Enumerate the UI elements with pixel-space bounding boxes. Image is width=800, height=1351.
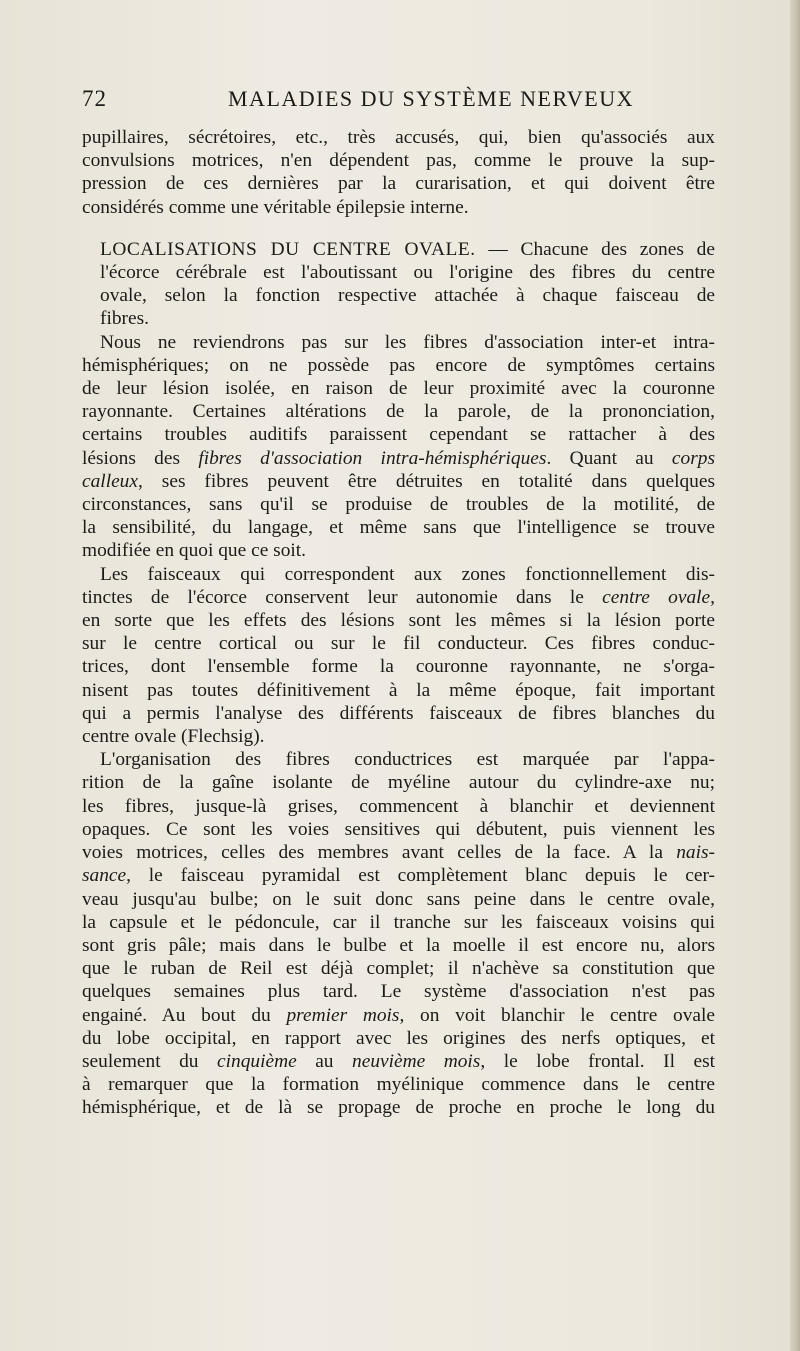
italic-term: cinquième [217, 1050, 297, 1072]
running-title: MALADIES DU SYSTÈME NERVEUX [228, 86, 635, 111]
text-line [82, 586, 715, 609]
text-line: L'organisation des fibres conductrices est marquée par l'appa- [100, 749, 715, 771]
text-line: convulsions motrices, n'en dépendent pas, comme le prouve la sup- [82, 150, 715, 172]
text-line: les fibres, jusque-là grises, commencent à blanchir et deviennent [82, 795, 715, 817]
text-line [82, 864, 715, 887]
text-span: seulement du [82, 1050, 218, 1072]
italic-term: corps [671, 447, 715, 469]
text-span: , le faisceau pyramidal est complètement blanc depuis le cer- [126, 865, 715, 887]
text-line: en sorte que les effets des lésions sont les mêmes si la lésion porte [82, 610, 715, 632]
text-span: , on voit blanchir le centre ovale [399, 1004, 715, 1026]
text-span: lésions des [82, 447, 199, 469]
text-span: tinctes de l'écorce conservent leur autonomie dans le [82, 586, 603, 608]
text-line [82, 1004, 715, 1027]
paragraph-2 [82, 238, 715, 331]
italic-term: calleux [82, 470, 138, 492]
text-line: pupillaires, sécrétoires, etc., très accusés, qui, bien qu'associés aux [82, 127, 715, 148]
text-span: , le lobe frontal. Il est [480, 1050, 716, 1072]
text-span: engainé. Au bout du [82, 1004, 287, 1026]
text-span: . Quant au [546, 447, 672, 469]
text-line: ovale, selon la fonction respective attachée à chaque faisceau de [100, 285, 715, 307]
page-header [82, 86, 742, 116]
italic-term: sance [82, 865, 127, 887]
text-line: rayonnante. Certaines altérations de la parole, de la prononciation, [82, 401, 715, 423]
text-line [82, 447, 715, 470]
page-edge [790, 0, 800, 1351]
text-line [82, 841, 715, 864]
italic-term: premier mois [286, 1004, 400, 1026]
italic-term: neuvième mois [352, 1050, 481, 1072]
paragraph-1 [82, 126, 715, 219]
section-heading: LOCALISATIONS DU CENTRE OVALE. [100, 238, 476, 260]
italic-term: centre ovale, [602, 586, 716, 608]
text-line: quelques semaines plus tard. Le système d'association n'est pas [82, 981, 715, 1003]
text-line: sur le centre cortical ou sur le fil conducteur. Ces fibres conduc- [82, 633, 715, 655]
text-line: qui a permis l'analyse des différents faisceaux de fibres blanches du [82, 702, 715, 724]
text-line: à remarquer que la formation myélinique commence dans le centre [82, 1074, 715, 1096]
text-span: , ses fibres peuvent être détruites en totalité dans quelques [138, 470, 715, 492]
text-line: hémisphérique, et de là se propage de proche en proche le long du [82, 1097, 715, 1119]
text-line: nisent pas toutes définitivement à la même époque, fait important [82, 679, 715, 701]
paragraph-5 [82, 748, 715, 1119]
text-line: l'écorce cérébrale est l'aboutissant ou l'origine des fibres du centre [100, 262, 715, 284]
text-line: de leur lésion isolée, en raison de leur proximité avec la couronne [82, 378, 715, 400]
text-line: certains troubles auditifs paraissent cependant se rattacher à des [82, 424, 715, 446]
text-line [82, 470, 715, 493]
text-line: sont gris pâle; mais dans le bulbe et la moelle il est encore nu, alors [82, 934, 715, 956]
text-line: considérés comme une véritable épilepsie interne. [82, 196, 469, 218]
text-line: opaques. Ce sont les voies sensitives qui débutent, puis viennent les [82, 818, 715, 840]
paragraph-3 [82, 331, 715, 563]
text-line: centre ovale (Flechsig). [82, 726, 265, 748]
text-span: au [296, 1050, 353, 1072]
text-line: la capsule et le pédoncule, car il tranche sur les faisceaux voisins qui [82, 911, 715, 933]
italic-term: fibres d'association intra-hémisphériques [198, 447, 547, 469]
text-line: circonstances, sans qu'il se produise de troubles de la motilité, de [82, 494, 715, 516]
text-span: voies motrices, celles des membres avant celles de la face. A la [82, 842, 677, 864]
text-line: que le ruban de Reil est déjà complet; il n'achève sa constitution que [82, 958, 715, 980]
text-line: hémisphériques; on ne possède pas encore de symptômes certains [82, 354, 715, 376]
text-line: Les faisceaux qui correspondent aux zones fonctionnellement dis- [100, 563, 715, 585]
page-number: 72 [82, 86, 107, 111]
text-line [82, 238, 715, 261]
body-text [82, 126, 715, 1120]
text-line: pression de ces dernières par la curarisation, et qui doivent être [82, 173, 715, 195]
text-line: Nous ne reviendrons pas sur les fibres d'association inter-et intra- [100, 331, 715, 353]
text-line: rition de la gaîne isolante de myéline autour du cylindre-axe nu; [82, 772, 715, 794]
paragraph-4 [82, 563, 715, 749]
text-line: du lobe occipital, en rapport avec les origines des nerfs optiques, et [82, 1027, 715, 1049]
text-span: — Chacune des zones de [475, 238, 715, 260]
italic-term: nais- [676, 842, 715, 864]
text-line [82, 1050, 715, 1073]
text-line: modifiée en quoi que ce soit. [82, 540, 307, 562]
text-line: fibres. [100, 308, 149, 330]
text-line: trices, dont l'ensemble forme la couronne rayonnante, ne s'orga- [82, 656, 715, 678]
text-line: la sensibilité, du langage, et même sans que l'intelligence se trouve [82, 517, 715, 539]
text-line: veau jusqu'au bulbe; on le suit donc sans peine dans le centre ovale, [82, 888, 715, 910]
